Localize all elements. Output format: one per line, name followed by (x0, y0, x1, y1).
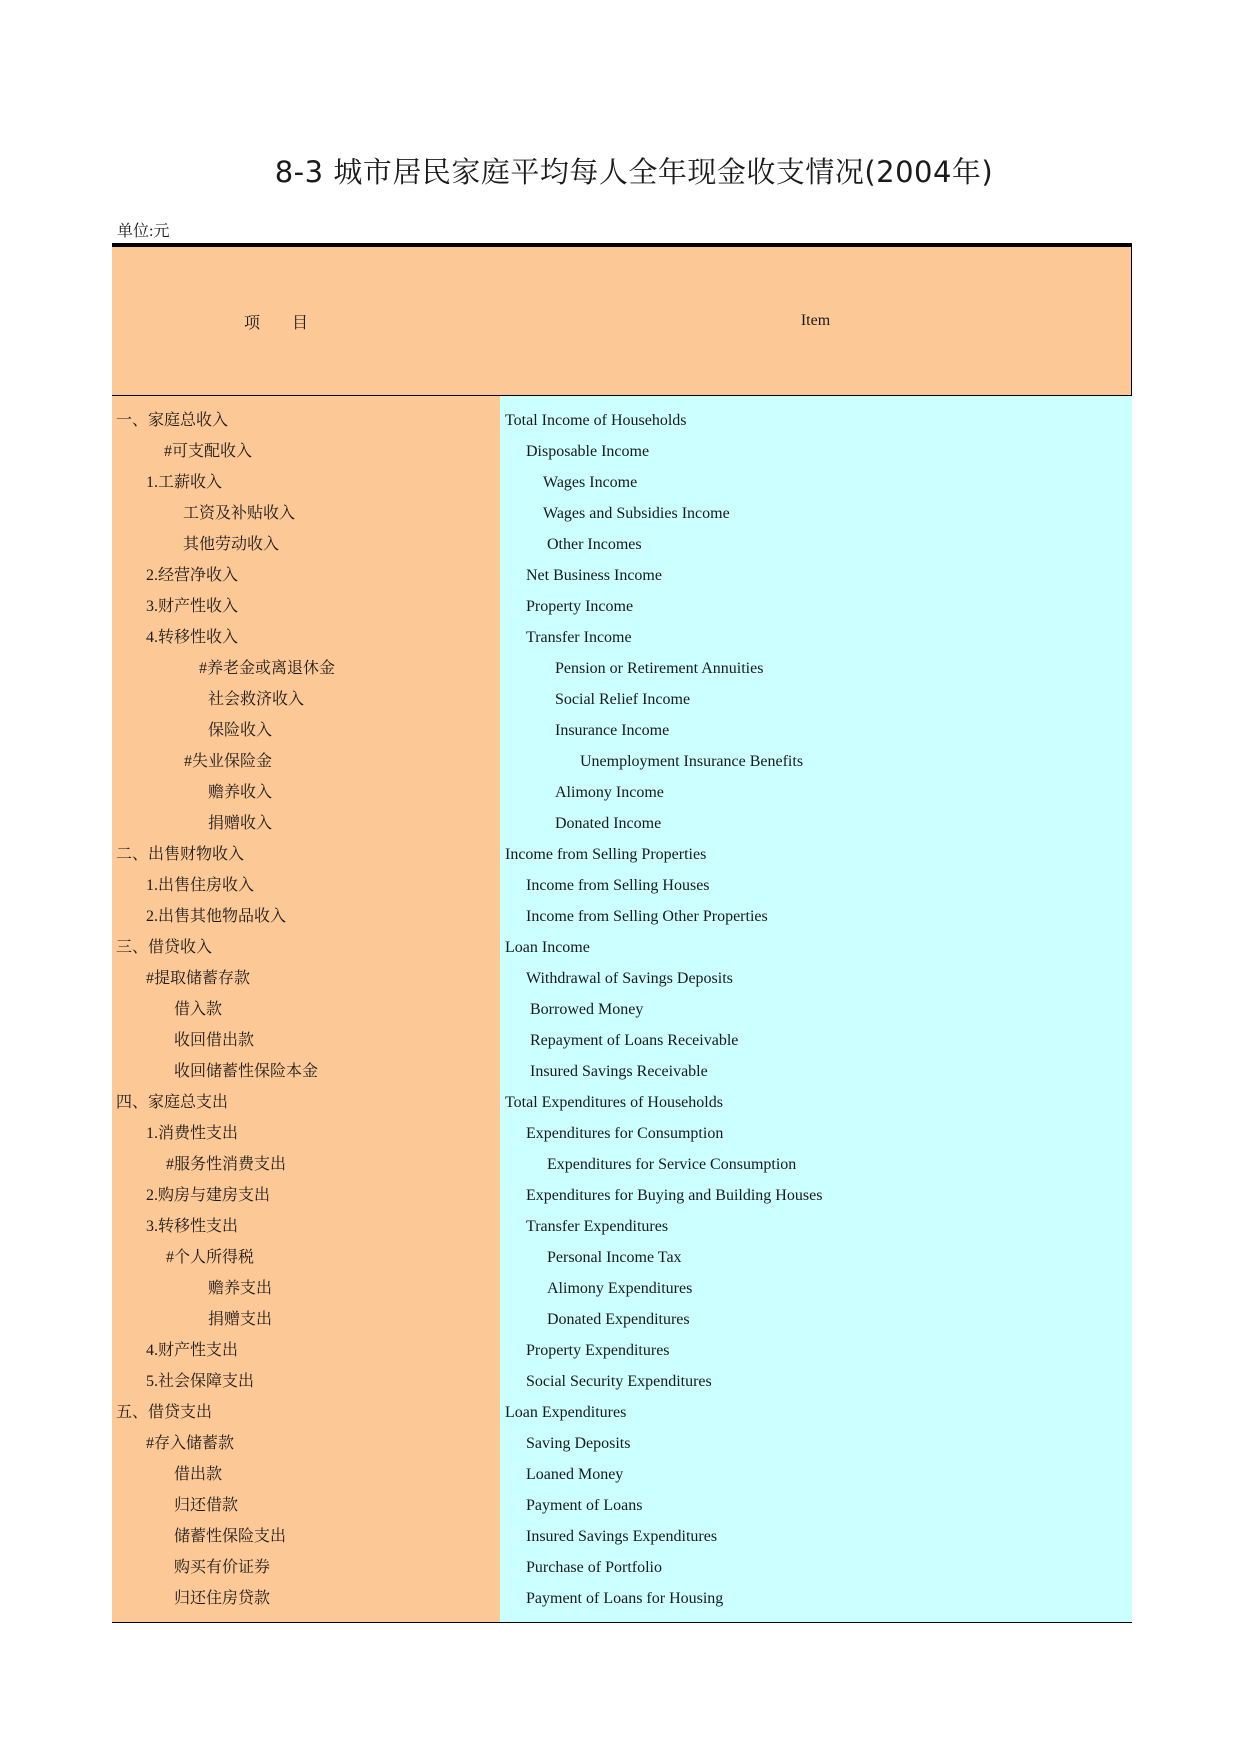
table-row-en: Transfer Expenditures (526, 1218, 669, 1235)
table-row-cn: 2.出售其他物品收入 (146, 908, 287, 925)
table-row-cn: 储蓄性保险支出 (174, 1528, 287, 1545)
table-row-cn: 1.工薪收入 (146, 474, 223, 491)
table-row-cn: 三、借贷收入 (116, 939, 213, 956)
table-row-en: Expenditures for Consumption (526, 1125, 724, 1142)
table-row-cn: 3.财产性收入 (146, 598, 239, 615)
table-row-cn: 1.出售住房收入 (146, 877, 255, 894)
table-row-cn: 捐赠收入 (208, 815, 273, 832)
table-row-en: Wages Income (543, 474, 638, 491)
table-row-en: Alimony Income (555, 784, 664, 801)
table-row-en: Unemployment Insurance Benefits (580, 753, 804, 770)
table-row-en: Insurance Income (555, 722, 670, 739)
table-row-en: Social Security Expenditures (526, 1373, 712, 1390)
table-row-en: Net Business Income (526, 567, 662, 584)
table-row-en: Loan Expenditures (505, 1404, 627, 1421)
table-row-en: Property Income (526, 598, 634, 615)
table-header (112, 247, 1132, 396)
table-row-cn: 工资及补贴收入 (183, 505, 296, 522)
table-row-cn: 赡养收入 (208, 784, 273, 801)
table-row-cn: 赡养支出 (208, 1280, 273, 1297)
table-row-en: Withdrawal of Savings Deposits (526, 970, 733, 987)
table-row-en: Borrowed Money (530, 1001, 644, 1018)
table-row-en: Pension or Retirement Annuities (555, 660, 764, 677)
table-row-en: Social Relief Income (555, 691, 691, 708)
table-row-en: Payment of Loans for Housing (526, 1590, 724, 1607)
table-row-en: Property Expenditures (526, 1342, 670, 1359)
english-item-column (500, 396, 1132, 1622)
table-row-cn: 一、家庭总收入 (116, 412, 229, 429)
table-row-en: Alimony Expenditures (547, 1280, 693, 1297)
table-body (112, 396, 1132, 1622)
table-row-en: Expenditures for Service Consumption (547, 1156, 797, 1173)
table-row-en: Income from Selling Houses (526, 877, 710, 894)
table-row-cn: 2.经营净收入 (146, 567, 239, 584)
table-row-en: Disposable Income (526, 443, 650, 460)
table-row-cn: 保险收入 (208, 722, 273, 739)
table-row-en: Insured Savings Expenditures (526, 1528, 718, 1545)
table-row-cn: #养老金或离退休金 (199, 660, 336, 677)
table-row-cn: #存入储蓄款 (146, 1435, 235, 1452)
table-row-en: Personal Income Tax (547, 1249, 682, 1266)
table-row-cn: 借出款 (174, 1466, 223, 1483)
table-row-cn: 收回借出款 (174, 1032, 255, 1049)
table-row-cn: #个人所得税 (166, 1249, 255, 1266)
table-row-en: Insured Savings Receivable (530, 1063, 708, 1080)
table-row-cn: 购买有价证券 (174, 1559, 271, 1576)
header-item-cn (112, 247, 500, 395)
table-row-cn: 四、家庭总支出 (116, 1094, 229, 1111)
table-row-cn: 捐赠支出 (208, 1311, 273, 1328)
table-row-cn: #失业保险金 (184, 753, 273, 770)
page-title: 8-3 城市居民家庭平均每人全年现金收支情况(2004年) (274, 155, 994, 189)
table-row-cn: #提取储蓄存款 (146, 970, 251, 987)
table-row-en: Saving Deposits (526, 1435, 631, 1452)
table-row-en: Loan Income (505, 939, 590, 956)
table-row-en: Wages and Subsidies Income (543, 505, 730, 522)
unit-label: 单位:元 (117, 223, 170, 240)
table-row-cn: 归还住房贷款 (174, 1590, 271, 1607)
table-row-cn: 3.转移性支出 (146, 1218, 239, 1235)
table-row-en: Purchase of Portfolio (526, 1559, 662, 1576)
table-row-cn: #可支配收入 (164, 443, 253, 460)
header-item-en (500, 247, 1131, 395)
table-row-cn: 2.购房与建房支出 (146, 1187, 271, 1204)
table-row-en: Income from Selling Properties (505, 846, 707, 863)
table-row-en: Other Incomes (547, 536, 642, 553)
table-row-cn: 借入款 (174, 1001, 223, 1018)
table-row-en: Payment of Loans (526, 1497, 643, 1514)
table-row-cn: 1.消费性支出 (146, 1125, 239, 1142)
table-row-cn: 其他劳动收入 (183, 536, 280, 553)
table-row-cn: #服务性消费支出 (166, 1156, 287, 1173)
table-row-en: Repayment of Loans Receivable (530, 1032, 739, 1049)
table-row-cn: 社会救济收入 (208, 691, 305, 708)
table-row-cn: 4.财产性支出 (146, 1342, 239, 1359)
table-row-cn: 5.社会保障支出 (146, 1373, 255, 1390)
table-row-en: Total Income of Households (505, 412, 687, 429)
table-row-en: Total Expenditures of Households (505, 1094, 723, 1111)
table-row-cn: 归还借款 (174, 1497, 239, 1514)
table-row-cn: 4.转移性收入 (146, 629, 239, 646)
table-row-en: Donated Expenditures (547, 1311, 690, 1328)
table-row-cn: 五、借贷支出 (116, 1404, 213, 1421)
header-item-en-label: Item (800, 312, 831, 329)
chinese-item-column (112, 396, 500, 1622)
table-row-en: Income from Selling Other Properties (526, 908, 768, 925)
table-row-en: Loaned Money (526, 1466, 624, 1483)
table-row-en: Donated Income (555, 815, 662, 832)
header-item-cn-label: 项 目 (243, 314, 308, 332)
table-row-cn: 二、出售财物收入 (116, 846, 245, 863)
table-row-en: Transfer Income (526, 629, 632, 646)
data-table (112, 243, 1132, 1623)
table-row-cn: 收回储蓄性保险本金 (174, 1063, 319, 1080)
table-row-en: Expenditures for Buying and Building Houses (526, 1187, 823, 1204)
